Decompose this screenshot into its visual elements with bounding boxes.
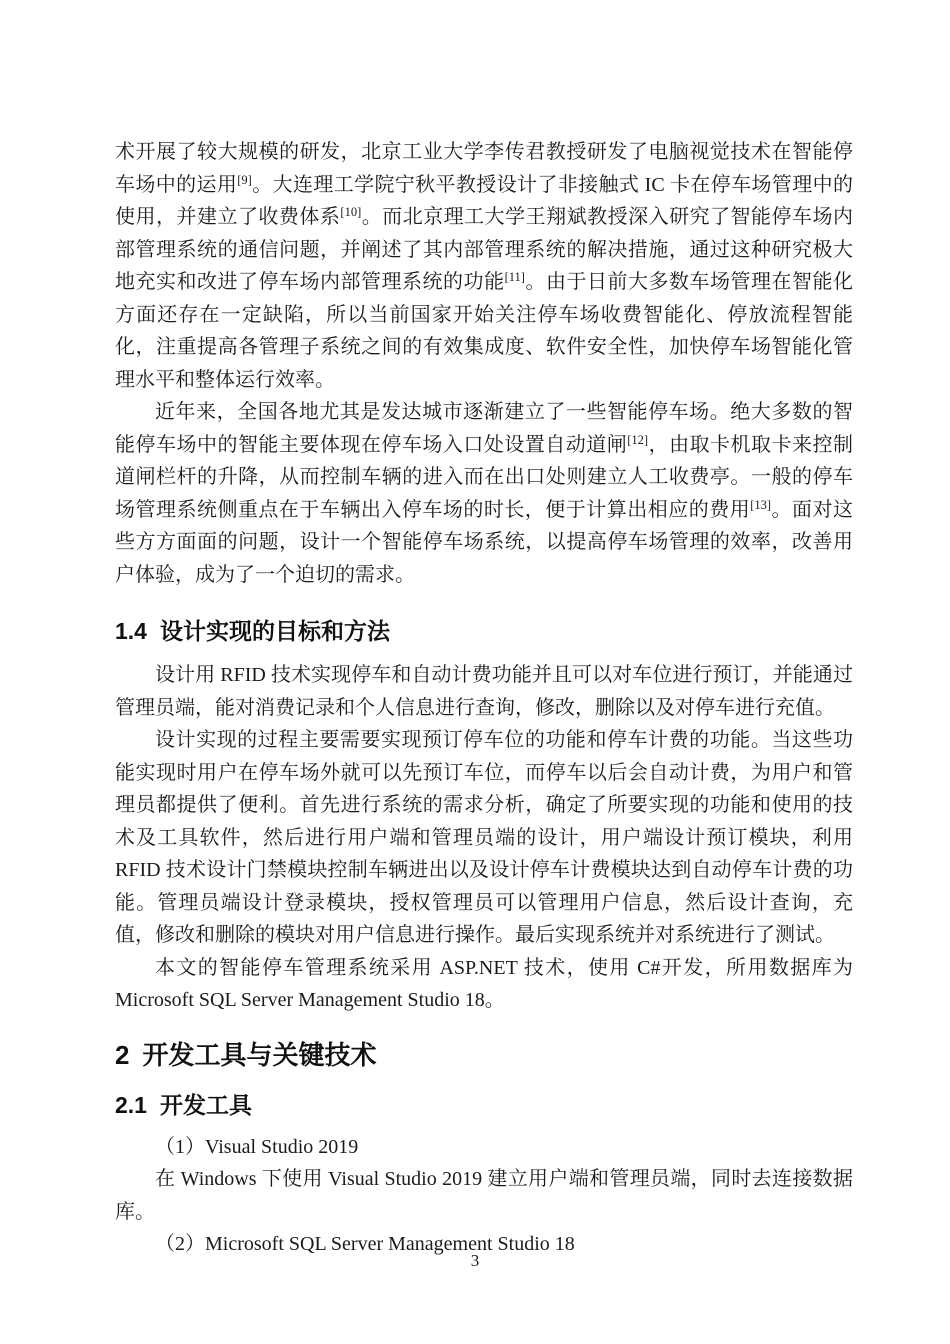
section-heading-1-4 [115, 615, 853, 647]
paragraph-research-background [115, 136, 853, 396]
text-run: 术开展了较大规模的研发，北京工业大学李传君教授研发了电脑视觉技术在智能停车场中的运用 [115, 141, 853, 196]
text-run: 。大连理工学院宁秋平教授设计了非接触式 IC 卡在停车场管理中的使用，并建立了收费体系 [115, 173, 854, 228]
text-run: 近年来，全国各地尤其是发达城市逐渐建立了一些智能停车场。绝大多数的智能停车场中的智能主要体现在停车场入口处设置自动道闸 [115, 401, 853, 456]
citation-ref-13: [13] [750, 497, 772, 512]
text-run: 。而北京理工大学王翔斌教授深入研究了智能停车场内部管理系统的通信问题，并阐述了其内部管理系统的解决措施，通过这种研究极大地充实和改进了停车场内部管理系统的功能 [115, 206, 854, 293]
section-number: 2 [115, 1039, 130, 1070]
section-number: 1.4 [115, 618, 147, 644]
page-number: 3 [470, 1251, 480, 1270]
paragraph-tool-1-description: 在 Windows 下使用 Visual Studio 2019 建立用户端和管理员端，同时去连接数据库。 [115, 1168, 853, 1223]
paragraph-smart-parking-status [115, 396, 853, 591]
citation-ref-9: [9] [237, 172, 252, 187]
paragraph-design-goal: 设计用 RFID 技术实现停车和自动计费功能并且可以对车位进行预订，并能通过管理员端，能对消费记录和个人信息进行查询，修改，删除以及对停车进行充值。 [115, 664, 853, 719]
section-title: 开发工具与关键技术 [142, 1039, 377, 1070]
text-run: 。由于日前大多数车场管理在智能化方面还存在一定缺陷，所以当前国家开始关注停车场收费智能化、停放流程智能化，注重提高各管理子系统之间的有效集成度、软件安全性，加快停车场智能化管理水平和整体运行效率。 [115, 271, 854, 391]
text-run: 。面对这些方方面面的问题，设计一个智能停车场系统，以提高停车场管理的效率，改善用户体验，成为了一个迫切的需求。 [115, 498, 854, 586]
text-run: ，由取卡机取卡来控制道闸栏杆的升降，从而控制车辆的进入而在出口处则建立人工收费亭。一般的停车场管理系统侧重点在于车辆出入停车场的时长，便于计算出相应的费用 [115, 433, 854, 521]
section-heading-2 [115, 1037, 853, 1073]
paragraph-tech-summary: 本文的智能停车管理系统采用 ASP.NET 技术，使用 C#开发，所用数据库为 Microsoft SQL Server Management Studio 18。 [115, 956, 853, 1011]
section-title: 开发工具 [159, 1091, 252, 1118]
citation-ref-12: [12] [627, 432, 649, 447]
list-item-tool-1: （1）Visual Studio 2019 [155, 1135, 359, 1158]
section-number: 2.1 [115, 1091, 147, 1118]
citation-ref-10: [10] [340, 205, 362, 219]
citation-ref-11: [11] [504, 270, 525, 284]
section-title: 设计实现的目标和方法 [159, 618, 390, 644]
paragraph-design-process: 设计实现的过程主要需要实现预订停车位的功能和停车计费的功能。当这些功能实现时用户在停车场外就可以先预订车位，而停车以后会自动计费，为用户和管理员都提供了便利。首先进行系统的需求分析，确定了所要实现的功能和使用的技术及工具软件，然后进行用户端和管理员端的设计，用户端设计预订模块，利用 RFID 技术设计门禁模块控制车辆进出以及设计停车计费模块达到自动停车计费的功能。管理员端设计登录模块，授权管理员可以管理用户信息，然后设计查询，充值，修改和删除的模块对用户信息进行操作。最后实现系统并对系统进行了测试。 [115, 729, 853, 946]
list-item-tool-2: （2）Microsoft SQL Server Management Studio 18 [155, 1233, 575, 1255]
section-heading-2-1 [115, 1089, 853, 1121]
